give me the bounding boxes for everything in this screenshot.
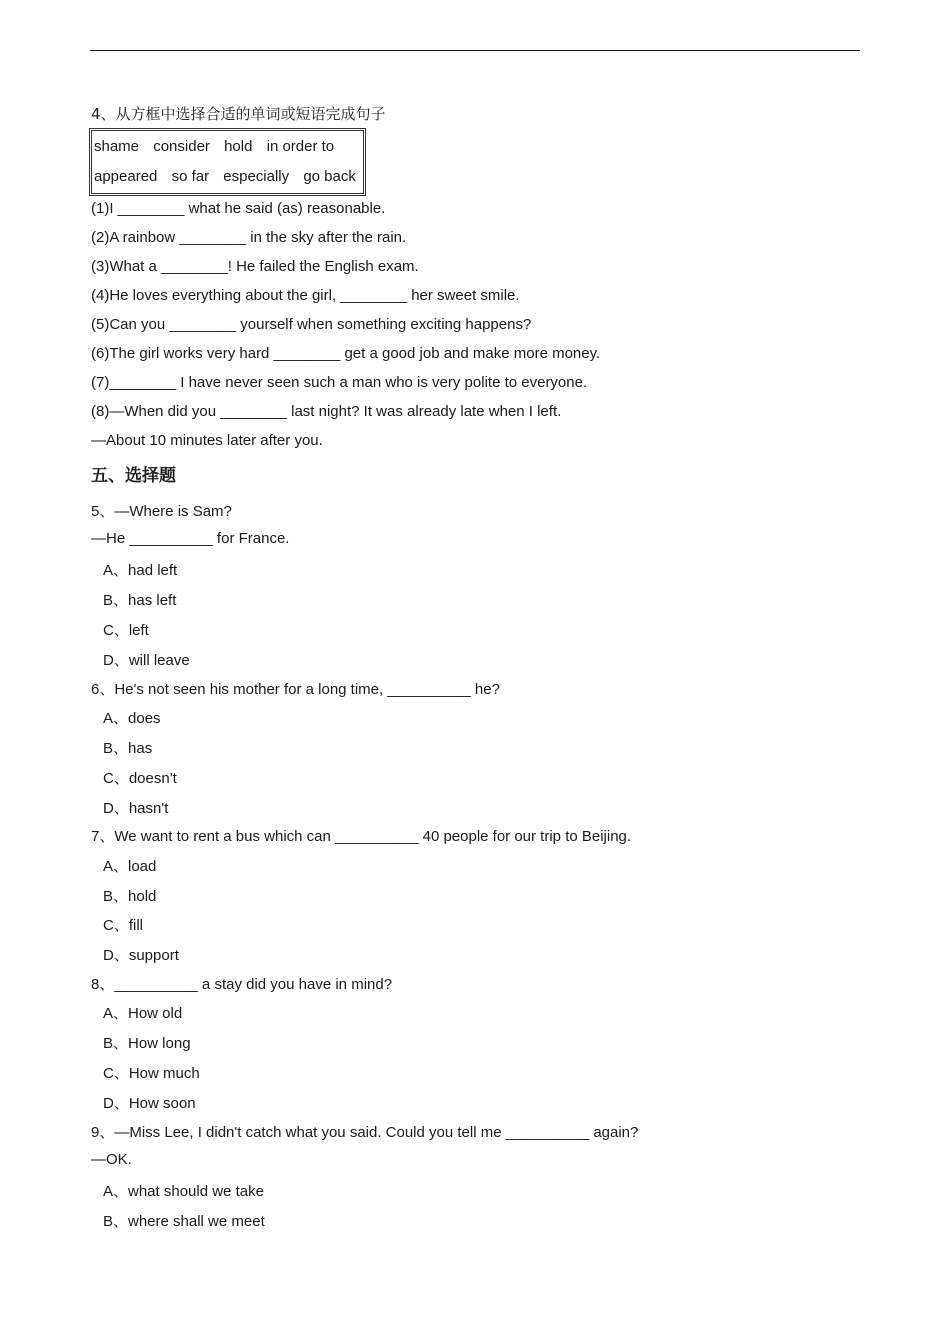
word-option: in order to — [266, 138, 335, 155]
q8-option-b[interactable]: B、How long — [103, 1035, 191, 1052]
q5-stem-2: —He __________ for France. — [91, 530, 290, 547]
word-option: shame — [94, 138, 140, 155]
q7-option-b[interactable]: B、hold — [103, 888, 157, 905]
q6-option-d[interactable]: D、hasn't — [103, 800, 169, 817]
header-rule — [90, 50, 860, 51]
word-option: consider — [153, 138, 210, 155]
q4-item-4: (4)He loves everything about the girl, ________ her sweet smile. — [91, 287, 520, 304]
q7-option-d[interactable]: D、support — [103, 947, 179, 964]
q9-stem-2: —OK. — [91, 1151, 132, 1168]
word-option: appeared — [94, 168, 158, 185]
q4-item-3: (3)What a ________! He failed the English exam. — [91, 258, 419, 275]
q8-option-a[interactable]: A、How old — [103, 1005, 183, 1022]
q4-item-8-answer: —About 10 minutes later after you. — [91, 432, 323, 449]
q8-option-c[interactable]: C、How much — [103, 1065, 200, 1082]
q7-option-a[interactable]: A、load — [103, 858, 157, 875]
q9-option-b[interactable]: B、where shall we meet — [103, 1213, 265, 1230]
q6-option-b[interactable]: B、has — [103, 740, 153, 757]
q5-option-a[interactable]: A、had left — [103, 562, 178, 579]
q9-option-a[interactable]: A、what should we take — [103, 1183, 264, 1200]
q4-item-5: (5)Can you ________ yourself when something exciting happens? — [91, 316, 532, 333]
q9-stem: 9、—Miss Lee, I didn't catch what you said. Could you tell me __________ again? — [91, 1124, 639, 1141]
q6-stem: 6、He's not seen his mother for a long time, __________ he? — [91, 681, 500, 698]
q4-item-6: (6)The girl works very hard ________ get a good job and make more money. — [91, 345, 601, 362]
section-title: 五、选择题 — [91, 466, 176, 486]
q6-option-a[interactable]: A、does — [103, 710, 161, 727]
word-box — [89, 128, 366, 196]
q4-title: 4、从方框中选择合适的单词或短语完成句子 — [91, 105, 386, 123]
word-option: so far — [171, 168, 210, 185]
q4-item-8: (8)—When did you ________ last night? It was already late when I left. — [91, 403, 562, 420]
q4-item-2: (2)A rainbow ________ in the sky after the rain. — [91, 229, 407, 246]
q6-option-c[interactable]: C、doesn't — [103, 770, 177, 787]
q8-option-d[interactable]: D、How soon — [103, 1095, 196, 1112]
q4-item-1: (1)I ________ what he said (as) reasonable. — [91, 200, 386, 217]
q5-stem: 5、—Where is Sam? — [91, 503, 232, 520]
q7-stem: 7、We want to rent a bus which can __________ 40 people for our trip to Beijing. — [91, 828, 632, 845]
word-box-row-2 — [94, 168, 366, 185]
q4-item-7: (7)________ I have never seen such a man who is very polite to everyone. — [91, 374, 588, 391]
q5-option-b[interactable]: B、has left — [103, 592, 177, 609]
q5-option-c[interactable]: C、left — [103, 622, 149, 639]
word-box-row-1 — [94, 138, 344, 155]
q8-stem: 8、__________ a stay did you have in mind? — [91, 976, 393, 993]
q5-option-d[interactable]: D、will leave — [103, 652, 190, 669]
word-option: go back — [303, 168, 356, 185]
word-option: especially — [223, 168, 290, 185]
word-option: hold — [224, 138, 253, 155]
q7-option-c[interactable]: C、fill — [103, 917, 143, 934]
